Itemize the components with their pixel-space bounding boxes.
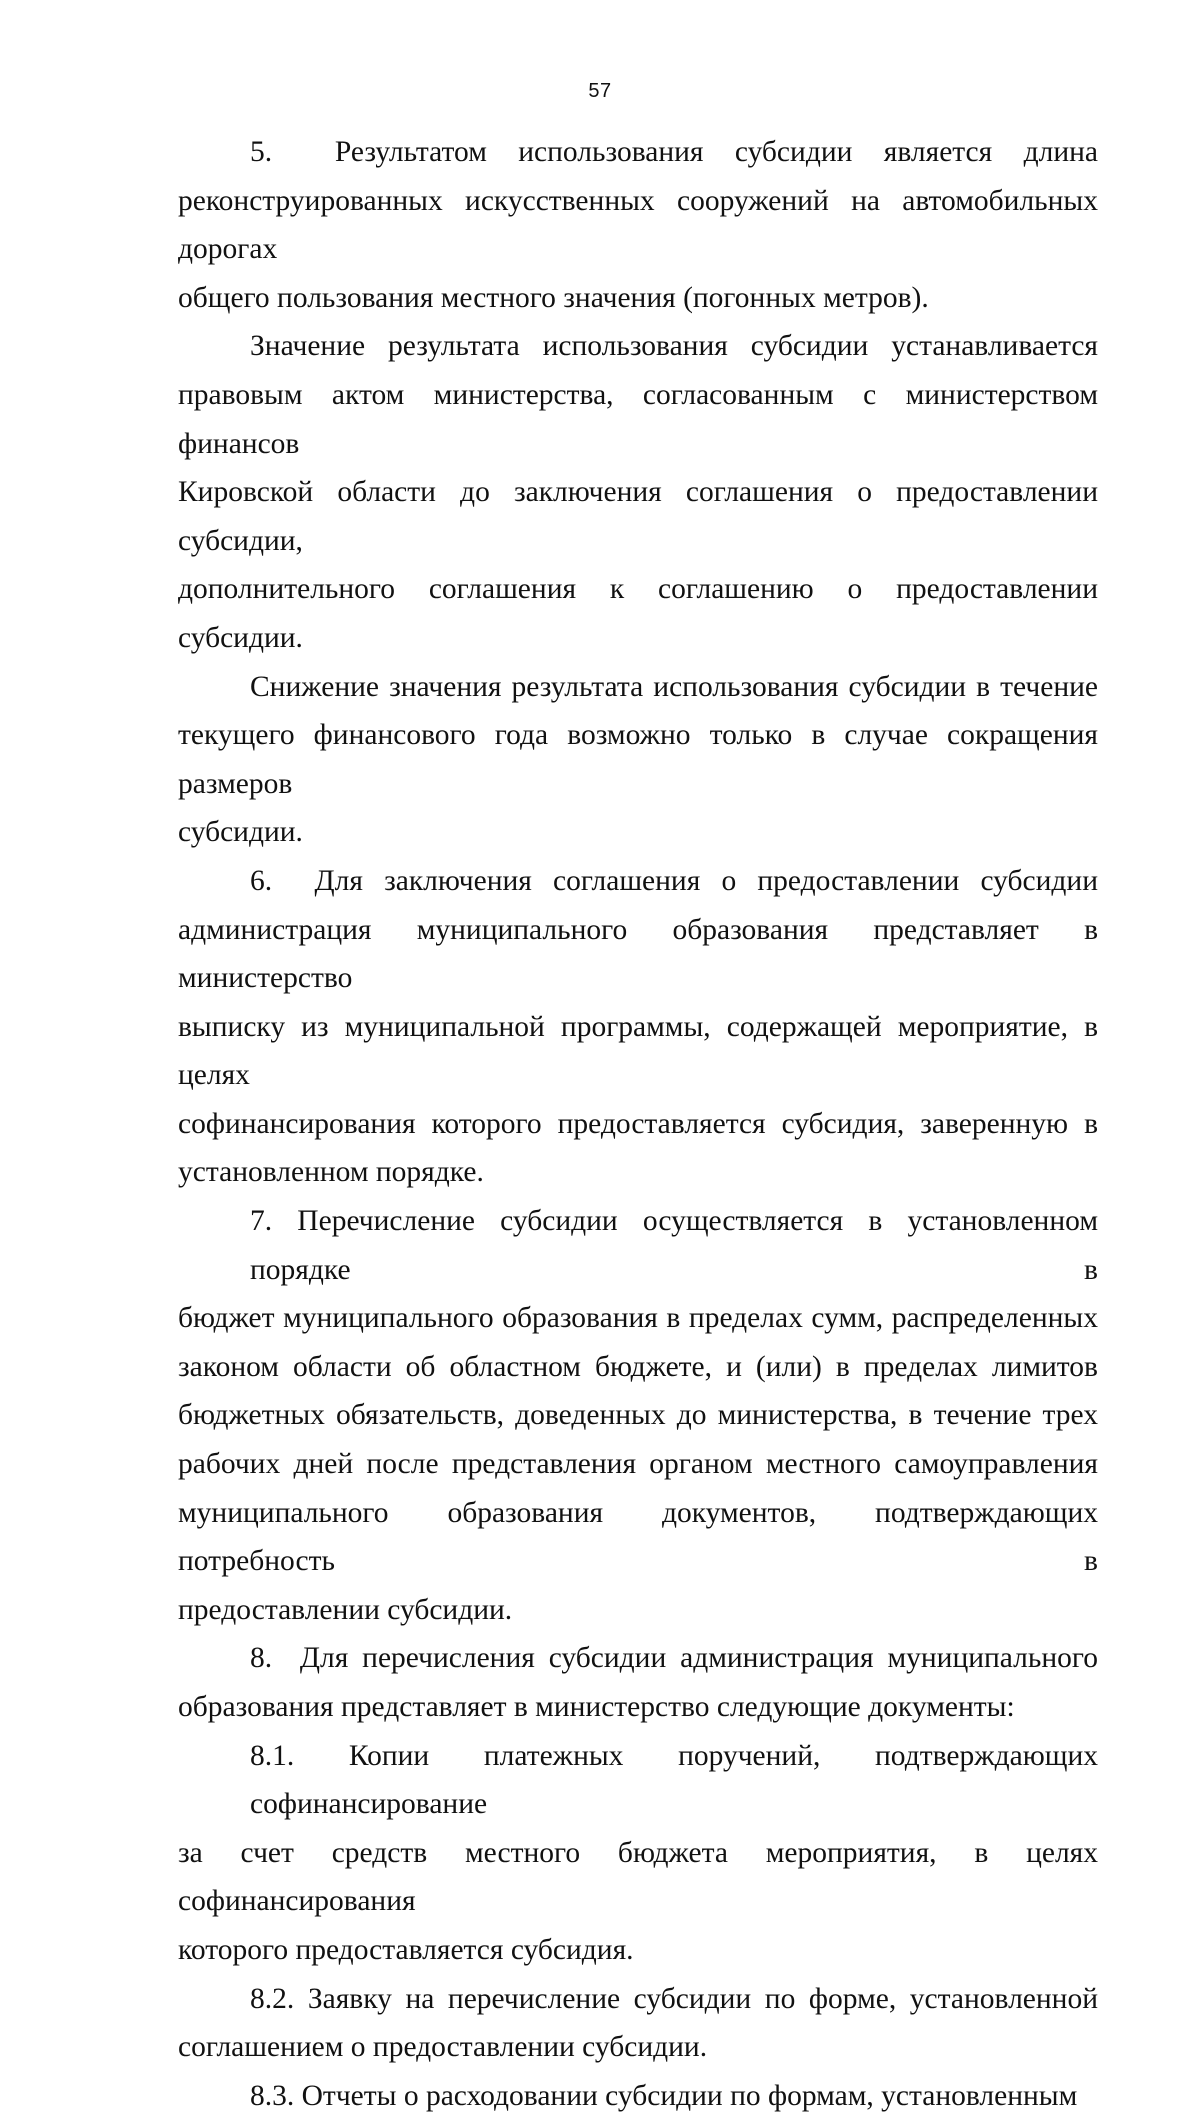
paragraph-p5-decrease (178, 663, 1098, 857)
text-line: Снижение значения результата использования субсидии в течение (250, 670, 1098, 703)
text-line: соглашением о предоставлении субсидии. (178, 2031, 708, 2064)
text-line: дополнительного соглашения к соглашению о предоставлении субсидии. (178, 573, 1098, 654)
text-line: софинансирования которого предоставляется субсидия, заверенную в (178, 1107, 1098, 1140)
paragraph-p5-value (178, 322, 1098, 662)
paragraph-p6 (178, 857, 1098, 1197)
paragraph-p7 (178, 1197, 1098, 1634)
text-line: Кировской области до заключения соглашения о предоставлении субсидии, (178, 476, 1098, 557)
text-line: 8.3. Отчеты о расходовании субсидии по формам, установленным (250, 2079, 1078, 2112)
text-line: за счет средств местного бюджета мероприятия, в целях софинансирования (178, 1836, 1098, 1918)
text-line: общего пользования местного значения (погонных метров). (178, 281, 929, 314)
text-line: бюджет муниципального образования в пределах сумм, распределенных (178, 1302, 1098, 1335)
text-line: субсидии. (178, 816, 303, 849)
paragraph-p5 (178, 128, 1098, 322)
text-line: бюджетных обязательств, доведенных до министерства, в течение трех (178, 1399, 1098, 1432)
text-line: законом области об областном бюджете, и (или) в пределах лимитов (178, 1350, 1098, 1383)
paragraph-p8 (178, 1634, 1098, 1731)
text-line: муниципального образования документов, подтверждающих потребность в (178, 1496, 1098, 1578)
text-line: текущего финансового года возможно только в случае сокращения размеров (178, 719, 1098, 800)
text-line: которого предоставляется субсидия. (178, 1933, 634, 1966)
document-body (178, 128, 1098, 2120)
paragraph-p8-3 (178, 2072, 1098, 2120)
text-line: рабочих дней после представления органом местного самоуправления (178, 1448, 1098, 1481)
text-line: 8.2. Заявку на перечисление субсидии по форме, установленной (250, 1982, 1098, 2015)
paragraph-p8-2 (178, 1975, 1098, 2072)
text-line: 8.1. Копии платежных поручений, подтверждающих софинансирование (250, 1739, 1098, 1821)
text-line: выписку из муниципальной программы, содержащей мероприятие, в целях (178, 1010, 1098, 1092)
text-line: предоставлении субсидии. (178, 1593, 513, 1626)
text-line: правовым актом министерства, согласованным с министерством финансов (178, 378, 1098, 460)
paragraph-p8-1 (178, 1732, 1098, 1975)
text-line: администрация муниципального образования представляет в министерство (178, 913, 1098, 995)
text-line: 8. Для перечисления субсидии администрация муниципального (250, 1642, 1098, 1675)
text-line: 7. Перечисление субсидии осуществляется в установленном порядке в (250, 1205, 1098, 1286)
text-line: 6. Для заключения соглашения о предоставлении субсидии (250, 864, 1098, 897)
text-line: реконструированных искусственных сооружений на автомобильных дорогах (178, 184, 1098, 266)
text-line: образования представляет в министерство следующие документы: (178, 1691, 1015, 1723)
page-number: 57 (588, 80, 612, 102)
text-line: Значение результата использования субсидии устанавливается (250, 330, 1098, 363)
text-line: 5. Результатом использования субсидии является длина (250, 136, 1098, 168)
text-line: установленном порядке. (178, 1156, 484, 1189)
